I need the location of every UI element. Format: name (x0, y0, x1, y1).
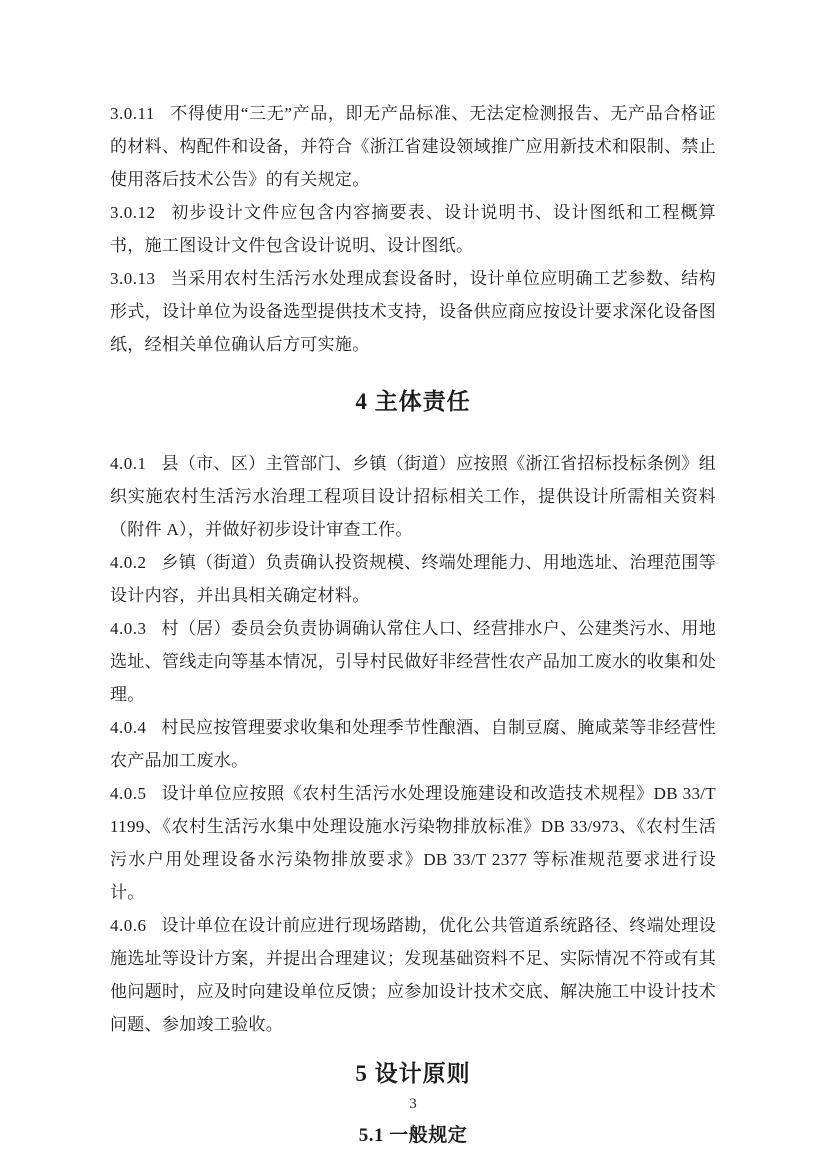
clause-number: 4.0.3 (110, 619, 147, 638)
clause-3-0-13 (110, 262, 716, 361)
section-5-1-heading: 5.1 一般规定 (358, 1125, 468, 1146)
clause-number: 4.0.4 (110, 718, 147, 737)
clause-4-0-6 (110, 909, 716, 1041)
clause-text: 县（市、区）主管部门、乡镇（街道）应按照《浙江省招标投标条例》组织实施农村生活污水治理工程项目设计招标相关工作，提供设计所需相关资料（附件 A），并做好初步设计审查工作。 (110, 454, 716, 539)
clause-4-0-2 (110, 546, 716, 612)
clause-text: 初步设计文件应包含内容摘要表、设计说明书、设计图纸和工程概算书，施工图设计文件包含设计说明、设计图纸。 (110, 203, 716, 255)
clause-text: 当采用农村生活污水处理成套设备时，设计单位应明确工艺参数、结构形式，设计单位为设备选型提供技术支持，设备供应商应按设计要求深化设备图纸，经相关单位确认后方可实施。 (110, 269, 716, 354)
clause-text: 乡镇（街道）负责确认投资规模、终端处理能力、用地选址、治理范围等设计内容，并出具相关确定材料。 (110, 553, 716, 605)
clause-number: 4.0.1 (110, 454, 147, 473)
clause-number: 3.0.13 (110, 269, 156, 288)
clause-4-0-3 (110, 612, 716, 711)
chapter-4-heading: 4 主体责任 (355, 389, 471, 414)
clause-text: 村民应按管理要求收集和处理季节性酿酒、自制豆腐、腌咸菜等非经营性农产品加工废水。 (110, 718, 716, 770)
clause-4-0-5 (110, 777, 716, 909)
clause-3-0-12 (110, 196, 716, 262)
clause-text: 不得使用“三无”产品，即无产品标准、无法定检测报告、无产品合格证的材料、构配件和设备，并符合《浙江省建设领域推广应用新技术和限制、禁止使用落后技术公告》的有关规定。 (110, 104, 716, 189)
clause-number: 4.0.5 (110, 784, 147, 803)
clause-text: 设计单位在设计前应进行现场踏勘，优化公共管道系统路径、终端处理设施选址等设计方案，并提出合理建议；发现基础资料不足、实际情况不符或有其他问题时，应及时向建设单位反馈；应参加设计技术交底、解决施工中设计技术问题、参加竣工验收。 (110, 916, 716, 1034)
clause-number: 4.0.6 (110, 916, 147, 935)
chapter-5-heading: 5 设计原则 (355, 1061, 471, 1086)
clause-text: 村（居）委员会负责协调确认常住人口、经营排水户、公建类污水、用地选址、管线走向等基本情况，引导村民做好非经营性农产品加工废水的收集和处理。 (110, 619, 716, 704)
clause-number: 3.0.11 (110, 104, 155, 123)
page-number: 3 (409, 1096, 417, 1112)
clause-text: 设计单位应按照《农村生活污水处理设施建设和改造技术规程》DB 33/T 1199、《农村生活污水集中处理设施水污染物排放标准》DB 33/973、《农村生活污水户用处理设备水污染物排放要求》DB 33/T 2377 等标准规范要求进行设计。 (110, 784, 716, 902)
clause-number: 3.0.12 (110, 203, 156, 222)
clause-3-0-11 (110, 97, 716, 196)
clause-number: 4.0.2 (110, 553, 147, 572)
page-content (110, 97, 716, 1154)
clause-4-0-4 (110, 711, 716, 777)
clause-4-0-1 (110, 447, 716, 546)
